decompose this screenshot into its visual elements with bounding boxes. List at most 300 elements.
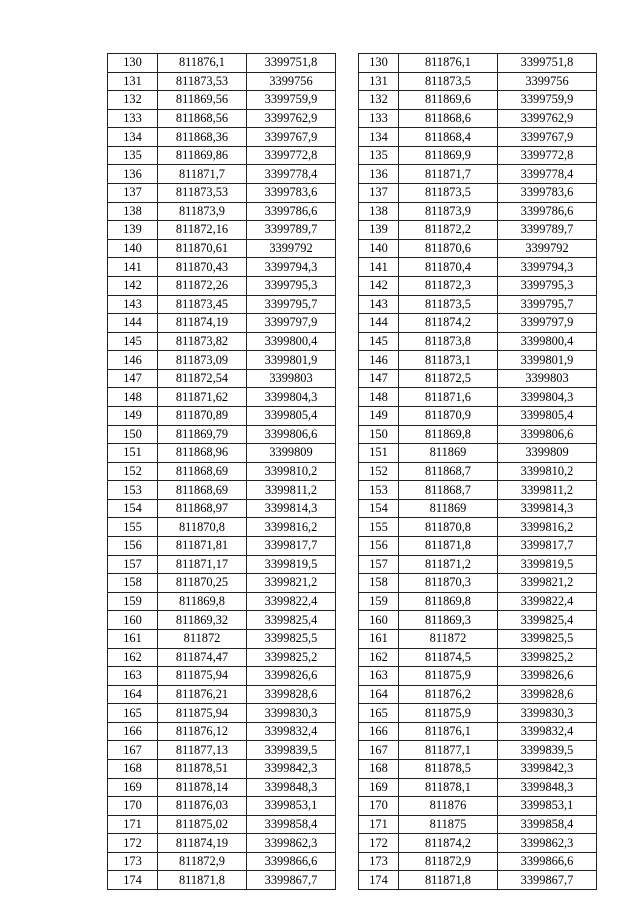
x-coordinate-cell: 811877,13 [158,741,247,760]
x-coordinate-cell: 811875,94 [158,667,247,686]
point-number-cell: 131 [359,72,399,91]
table-row [359,258,597,277]
point-number-cell: 165 [108,704,158,723]
point-number-cell: 145 [359,332,399,351]
x-coordinate-cell: 811874,19 [158,314,247,333]
table-row [108,778,336,797]
point-number-cell: 158 [359,574,399,593]
table-row [359,592,597,611]
point-number-cell: 138 [108,202,158,221]
y-coordinate-cell: 3399814,3 [247,499,336,518]
x-coordinate-cell: 811872,54 [158,369,247,388]
x-coordinate-cell: 811870,89 [158,406,247,425]
y-coordinate-cell: 3399866,6 [247,852,336,871]
y-coordinate-cell: 3399839,5 [247,741,336,760]
y-coordinate-cell: 3399819,5 [247,555,336,574]
x-coordinate-cell: 811872 [158,629,247,648]
x-coordinate-cell: 811876,1 [399,54,498,73]
table-row [359,128,597,147]
table-row [108,276,336,295]
y-coordinate-cell: 3399825,4 [498,611,597,630]
x-coordinate-cell: 811873,1 [399,351,498,370]
x-coordinate-cell: 811874,47 [158,648,247,667]
x-coordinate-cell: 811870,6 [399,239,498,258]
point-number-cell: 172 [108,834,158,853]
table-row [359,351,597,370]
y-coordinate-cell: 3399810,2 [247,462,336,481]
y-coordinate-cell: 3399800,4 [498,332,597,351]
table-row [359,202,597,221]
x-coordinate-cell: 811876,12 [158,722,247,741]
point-number-cell: 134 [359,128,399,147]
point-number-cell: 144 [108,314,158,333]
x-coordinate-cell: 811876,03 [158,797,247,816]
point-number-cell: 151 [359,444,399,463]
x-coordinate-cell: 811873,9 [399,202,498,221]
table-row [359,184,597,203]
x-coordinate-cell: 811870,43 [158,258,247,277]
y-coordinate-cell: 3399789,7 [498,221,597,240]
table-row [359,276,597,295]
table-row [359,722,597,741]
table-row [108,128,336,147]
y-coordinate-cell: 3399783,6 [498,184,597,203]
point-number-cell: 147 [359,369,399,388]
point-number-cell: 162 [359,648,399,667]
point-number-cell: 166 [108,722,158,741]
point-number-cell: 133 [359,109,399,128]
y-coordinate-cell: 3399772,8 [498,146,597,165]
x-coordinate-cell: 811869,86 [158,146,247,165]
x-coordinate-cell: 811874,5 [399,648,498,667]
x-coordinate-cell: 811873,09 [158,351,247,370]
y-coordinate-cell: 3399862,3 [247,834,336,853]
point-number-cell: 146 [108,351,158,370]
table-row [359,629,597,648]
y-coordinate-cell: 3399778,4 [498,165,597,184]
point-number-cell: 149 [359,406,399,425]
y-coordinate-cell: 3399825,2 [498,648,597,667]
x-coordinate-cell: 811872,26 [158,276,247,295]
x-coordinate-cell: 811869,6 [399,91,498,110]
y-coordinate-cell: 3399767,9 [247,128,336,147]
table-row [359,499,597,518]
table-row [108,648,336,667]
x-coordinate-cell: 811870,9 [399,406,498,425]
y-coordinate-cell: 3399817,7 [498,537,597,556]
table-row [108,704,336,723]
table-row [108,72,336,91]
point-number-cell: 140 [108,239,158,258]
point-number-cell: 142 [108,276,158,295]
y-coordinate-cell: 3399848,3 [498,778,597,797]
x-coordinate-cell: 811873,45 [158,295,247,314]
table-row [359,54,597,73]
table-row [108,314,336,333]
point-number-cell: 158 [108,574,158,593]
y-coordinate-cell: 3399842,3 [498,759,597,778]
x-coordinate-cell: 811870,61 [158,239,247,258]
y-coordinate-cell: 3399842,3 [247,759,336,778]
table-row [359,611,597,630]
point-number-cell: 155 [108,518,158,537]
point-number-cell: 143 [108,295,158,314]
y-coordinate-cell: 3399792 [247,239,336,258]
y-coordinate-cell: 3399825,4 [247,611,336,630]
y-coordinate-cell: 3399759,9 [247,91,336,110]
table-row [359,425,597,444]
point-number-cell: 154 [108,499,158,518]
table-row [108,629,336,648]
table-row [108,369,336,388]
y-coordinate-cell: 3399778,4 [247,165,336,184]
point-number-cell: 173 [359,852,399,871]
table-row [359,797,597,816]
point-number-cell: 133 [108,109,158,128]
point-number-cell: 156 [108,537,158,556]
point-number-cell: 139 [359,221,399,240]
y-coordinate-cell: 3399828,6 [247,685,336,704]
x-coordinate-cell: 811876,21 [158,685,247,704]
point-number-cell: 136 [108,165,158,184]
point-number-cell: 147 [108,369,158,388]
table-row [359,444,597,463]
table-body [108,54,336,890]
y-coordinate-cell: 3399794,3 [247,258,336,277]
table-row [359,165,597,184]
table-row [108,184,336,203]
x-coordinate-cell: 811870,8 [399,518,498,537]
table-row [359,91,597,110]
x-coordinate-cell: 811870,4 [399,258,498,277]
table-row [108,759,336,778]
table-row [108,91,336,110]
x-coordinate-cell: 811878,51 [158,759,247,778]
y-coordinate-cell: 3399786,6 [247,202,336,221]
table-row [108,481,336,500]
table-body [359,54,597,890]
table-row [359,685,597,704]
point-number-cell: 157 [108,555,158,574]
x-coordinate-cell: 811869,8 [399,425,498,444]
y-coordinate-cell: 3399819,5 [498,555,597,574]
table-row [108,332,336,351]
point-number-cell: 169 [359,778,399,797]
table-row [359,667,597,686]
table-row [359,852,597,871]
point-number-cell: 160 [359,611,399,630]
y-coordinate-cell: 3399803 [247,369,336,388]
x-coordinate-cell: 811869,56 [158,91,247,110]
y-coordinate-cell: 3399783,6 [247,184,336,203]
x-coordinate-cell: 811872,5 [399,369,498,388]
point-number-cell: 167 [359,741,399,760]
x-coordinate-cell: 811871,81 [158,537,247,556]
y-coordinate-cell: 3399848,3 [247,778,336,797]
x-coordinate-cell: 811871,8 [399,871,498,890]
y-coordinate-cell: 3399816,2 [247,518,336,537]
x-coordinate-cell: 811875,9 [399,667,498,686]
point-number-cell: 141 [108,258,158,277]
table-row [108,202,336,221]
point-number-cell: 155 [359,518,399,537]
table-row [359,815,597,834]
x-coordinate-cell: 811873,9 [158,202,247,221]
point-number-cell: 174 [359,871,399,890]
point-number-cell: 130 [108,54,158,73]
y-coordinate-cell: 3399867,7 [247,871,336,890]
table-row [108,146,336,165]
table-row [359,388,597,407]
point-number-cell: 135 [359,146,399,165]
x-coordinate-cell: 811870,3 [399,574,498,593]
x-coordinate-cell: 811871,7 [158,165,247,184]
point-number-cell: 169 [108,778,158,797]
x-coordinate-cell: 811871,7 [399,165,498,184]
x-coordinate-cell: 811871,8 [158,871,247,890]
y-coordinate-cell: 3399830,3 [247,704,336,723]
table-row [359,704,597,723]
table-row [108,685,336,704]
table-row [359,741,597,760]
point-number-cell: 143 [359,295,399,314]
table-row [359,369,597,388]
x-coordinate-cell: 811871,2 [399,555,498,574]
y-coordinate-cell: 3399825,5 [498,629,597,648]
x-coordinate-cell: 811869,8 [399,592,498,611]
y-coordinate-cell: 3399801,9 [498,351,597,370]
x-coordinate-cell: 811873,53 [158,72,247,91]
point-number-cell: 138 [359,202,399,221]
point-number-cell: 172 [359,834,399,853]
point-number-cell: 132 [359,91,399,110]
x-coordinate-cell: 811868,36 [158,128,247,147]
x-coordinate-cell: 811875,02 [158,815,247,834]
point-number-cell: 164 [359,685,399,704]
point-number-cell: 148 [108,388,158,407]
table-row [108,852,336,871]
x-coordinate-cell: 811871,62 [158,388,247,407]
point-number-cell: 153 [359,481,399,500]
point-number-cell: 166 [359,722,399,741]
y-coordinate-cell: 3399832,4 [498,722,597,741]
table-row [108,406,336,425]
point-number-cell: 152 [108,462,158,481]
point-number-cell: 132 [108,91,158,110]
table-row [359,555,597,574]
table-row [359,574,597,593]
y-coordinate-cell: 3399817,7 [247,537,336,556]
point-number-cell: 137 [359,184,399,203]
y-coordinate-cell: 3399858,4 [247,815,336,834]
y-coordinate-cell: 3399800,4 [247,332,336,351]
x-coordinate-cell: 811869 [399,499,498,518]
y-coordinate-cell: 3399867,7 [498,871,597,890]
x-coordinate-cell: 811872,3 [399,276,498,295]
point-number-cell: 153 [108,481,158,500]
x-coordinate-cell: 811869,32 [158,611,247,630]
point-number-cell: 150 [108,425,158,444]
y-coordinate-cell: 3399805,4 [498,406,597,425]
x-coordinate-cell: 811874,19 [158,834,247,853]
y-coordinate-cell: 3399825,2 [247,648,336,667]
point-number-cell: 145 [108,332,158,351]
x-coordinate-cell: 811871,17 [158,555,247,574]
table-row [359,759,597,778]
y-coordinate-cell: 3399786,6 [498,202,597,221]
point-number-cell: 137 [108,184,158,203]
point-number-cell: 141 [359,258,399,277]
y-coordinate-cell: 3399762,9 [247,109,336,128]
x-coordinate-cell: 811878,14 [158,778,247,797]
y-coordinate-cell: 3399828,6 [498,685,597,704]
x-coordinate-cell: 811874,2 [399,834,498,853]
y-coordinate-cell: 3399853,1 [247,797,336,816]
x-coordinate-cell: 811868,4 [399,128,498,147]
table-row [108,444,336,463]
x-coordinate-cell: 811873,82 [158,332,247,351]
table-row [108,834,336,853]
y-coordinate-cell: 3399811,2 [498,481,597,500]
y-coordinate-cell: 3399822,4 [498,592,597,611]
y-coordinate-cell: 3399789,7 [247,221,336,240]
point-number-cell: 164 [108,685,158,704]
table-row [108,239,336,258]
x-coordinate-cell: 811872,2 [399,221,498,240]
y-coordinate-cell: 3399804,3 [247,388,336,407]
table-row [359,518,597,537]
x-coordinate-cell: 811869,8 [158,592,247,611]
y-coordinate-cell: 3399795,7 [498,295,597,314]
x-coordinate-cell: 811875 [399,815,498,834]
x-coordinate-cell: 811875,9 [399,704,498,723]
y-coordinate-cell: 3399826,6 [247,667,336,686]
x-coordinate-cell: 811869,9 [399,146,498,165]
table-row [108,667,336,686]
table-row [108,258,336,277]
y-coordinate-cell: 3399806,6 [498,425,597,444]
table-row [359,146,597,165]
x-coordinate-cell: 811872,9 [399,852,498,871]
x-coordinate-cell: 811873,5 [399,72,498,91]
table-row [108,797,336,816]
x-coordinate-cell: 811871,8 [399,537,498,556]
point-number-cell: 165 [359,704,399,723]
table-row [108,555,336,574]
y-coordinate-cell: 3399762,9 [498,109,597,128]
y-coordinate-cell: 3399814,3 [498,499,597,518]
point-number-cell: 157 [359,555,399,574]
x-coordinate-cell: 811869 [399,444,498,463]
y-coordinate-cell: 3399821,2 [247,574,336,593]
table-row [359,406,597,425]
y-coordinate-cell: 3399794,3 [498,258,597,277]
point-number-cell: 150 [359,425,399,444]
y-coordinate-cell: 3399795,3 [498,276,597,295]
point-number-cell: 135 [108,146,158,165]
x-coordinate-cell: 811875,94 [158,704,247,723]
y-coordinate-cell: 3399805,4 [247,406,336,425]
table-row [359,871,597,890]
x-coordinate-cell: 811868,7 [399,481,498,500]
x-coordinate-cell: 811871,6 [399,388,498,407]
y-coordinate-cell: 3399772,8 [247,146,336,165]
y-coordinate-cell: 3399797,9 [498,314,597,333]
y-coordinate-cell: 3399795,7 [247,295,336,314]
x-coordinate-cell: 811878,1 [399,778,498,797]
y-coordinate-cell: 3399866,6 [498,852,597,871]
y-coordinate-cell: 3399822,4 [247,592,336,611]
point-number-cell: 168 [359,759,399,778]
x-coordinate-cell: 811868,7 [399,462,498,481]
table-row [108,741,336,760]
point-number-cell: 130 [359,54,399,73]
y-coordinate-cell: 3399826,6 [498,667,597,686]
y-coordinate-cell: 3399751,8 [498,54,597,73]
point-number-cell: 161 [108,629,158,648]
table-row [108,537,336,556]
point-number-cell: 171 [359,815,399,834]
x-coordinate-cell: 811868,97 [158,499,247,518]
x-coordinate-cell: 811874,2 [399,314,498,333]
table-row [108,388,336,407]
point-number-cell: 174 [108,871,158,890]
point-number-cell: 144 [359,314,399,333]
point-number-cell: 161 [359,629,399,648]
x-coordinate-cell: 811870,8 [158,518,247,537]
x-coordinate-cell: 811873,8 [399,332,498,351]
y-coordinate-cell: 3399804,3 [498,388,597,407]
point-number-cell: 151 [108,444,158,463]
table-row [108,815,336,834]
y-coordinate-cell: 3399839,5 [498,741,597,760]
x-coordinate-cell: 811868,96 [158,444,247,463]
table-row [359,481,597,500]
x-coordinate-cell: 811868,69 [158,462,247,481]
y-coordinate-cell: 3399830,3 [498,704,597,723]
x-coordinate-cell: 811872,9 [158,852,247,871]
point-number-cell: 162 [108,648,158,667]
y-coordinate-cell: 3399792 [498,239,597,258]
x-coordinate-cell: 811870,25 [158,574,247,593]
point-number-cell: 167 [108,741,158,760]
y-coordinate-cell: 3399756 [247,72,336,91]
table-row [359,239,597,258]
x-coordinate-cell: 811876,1 [158,54,247,73]
y-coordinate-cell: 3399853,1 [498,797,597,816]
point-number-cell: 131 [108,72,158,91]
point-number-cell: 163 [108,667,158,686]
y-coordinate-cell: 3399832,4 [247,722,336,741]
table-row [108,109,336,128]
table-row [108,295,336,314]
point-number-cell: 173 [108,852,158,871]
x-coordinate-cell: 811877,1 [399,741,498,760]
x-coordinate-cell: 811873,5 [399,184,498,203]
y-coordinate-cell: 3399767,9 [498,128,597,147]
table-row [108,518,336,537]
y-coordinate-cell: 3399751,8 [247,54,336,73]
table-row [359,648,597,667]
x-coordinate-cell: 811876,2 [399,685,498,704]
y-coordinate-cell: 3399821,2 [498,574,597,593]
point-number-cell: 148 [359,388,399,407]
table-row [359,109,597,128]
y-coordinate-cell: 3399797,9 [247,314,336,333]
x-coordinate-cell: 811873,53 [158,184,247,203]
table-row [108,722,336,741]
table-row [359,537,597,556]
